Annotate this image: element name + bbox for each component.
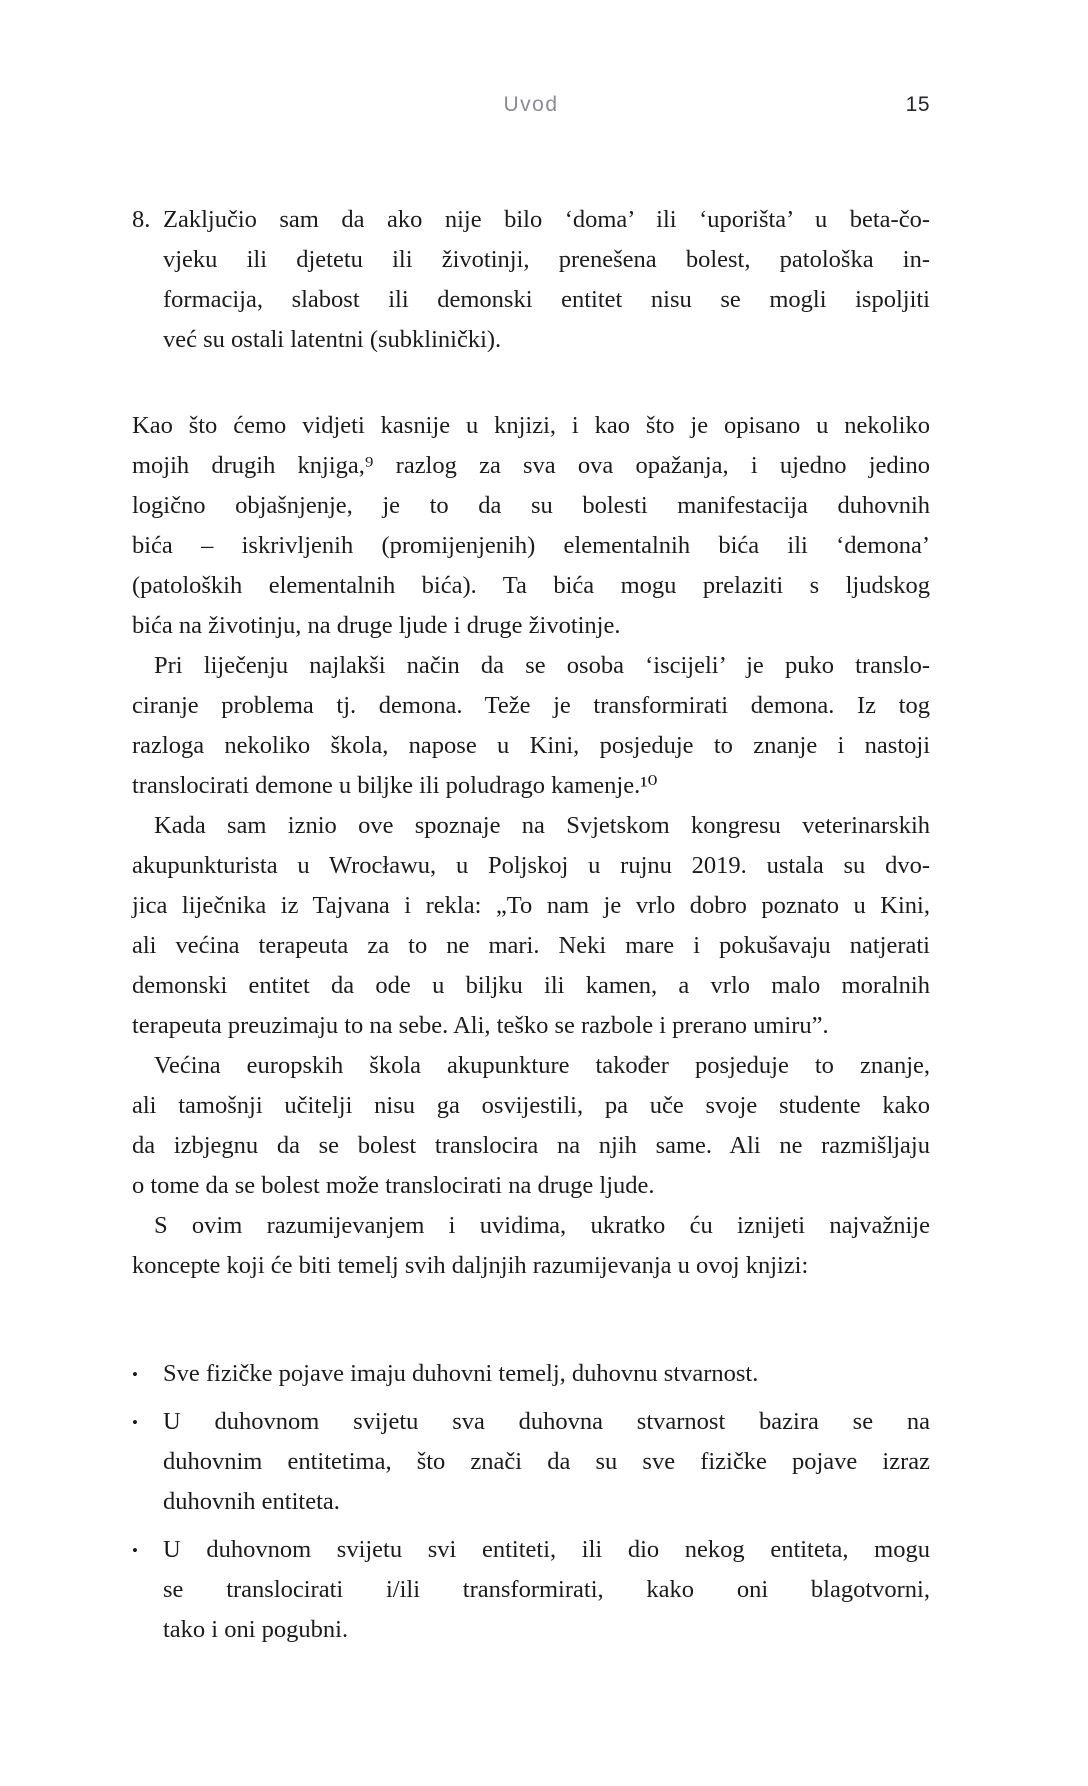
text-line: bića na životinju, na druge ljude i druge životinje. — [132, 612, 621, 639]
running-header — [132, 92, 930, 118]
text-line: da izbjegnu da se bolest translocira na njih same. Ali ne razmišljaju — [132, 1132, 930, 1159]
text-line: se translocirati i/ili transformirati, kako oni blagotvorni, — [163, 1576, 930, 1603]
text-line: duhovnim entitetima, što znači da su sve fizičke pojave izraz — [163, 1448, 930, 1475]
text-line: o tome da se bolest može translocirati na druge ljude. — [132, 1172, 655, 1199]
paragraph-block — [132, 406, 930, 1286]
text-line: ciranje problema tj. demona. Teže je transformirati demona. Iz tog — [132, 692, 930, 719]
bullet-icon: • — [132, 1365, 138, 1384]
text-line: akupunkturista u Wrocławu, u Poljskoj u rujnu 2019. ustala su dvo- — [132, 852, 930, 879]
numbered-list-item — [132, 200, 930, 360]
list-item-number: 8. — [132, 206, 151, 233]
page-body — [132, 200, 930, 1650]
text-line: duhovnih entiteta. — [163, 1488, 340, 1515]
bullet-list-item — [132, 1354, 930, 1394]
page-number: 15 — [905, 93, 930, 116]
text-line: translocirati demone u biljke ili poludrago kamenje.¹⁰ — [132, 772, 658, 799]
text-line: Kada sam iznio ove spoznaje na Svjetskom kongresu veterinarskih — [154, 812, 930, 839]
text-line: tako i oni pogubni. — [163, 1616, 349, 1643]
text-line: U duhovnom svijetu svi entiteti, ili dio nekog entiteta, mogu — [163, 1536, 930, 1563]
bullet-list — [132, 1354, 930, 1650]
text-line: terapeuta preuzimaju to na sebe. Ali, teško se razbole i prerano umiru”. — [132, 1012, 829, 1039]
text-line: logično objašnjenje, je to da su bolesti manifestacija duhovnih — [132, 492, 930, 519]
bullet-list-item — [132, 1530, 930, 1650]
text-line: ali tamošnji učitelji nisu ga osvijestili, pa uče svoje studente kako — [132, 1092, 930, 1119]
text-line: razloga nekoliko škola, napose u Kini, posjeduje to znanje i nastoji — [132, 732, 930, 759]
paragraph — [132, 646, 930, 806]
paragraph — [132, 406, 930, 646]
text-line: (patoloških elementalnih bića). Ta bića mogu prelaziti s ljudskog — [132, 572, 930, 599]
text-line: bića – iskrivljenih (promijenjenih) elementalnih bića ili ‘demona’ — [132, 532, 930, 559]
bullet-icon: • — [132, 1541, 138, 1560]
paragraph — [132, 1206, 930, 1286]
text-line: demonski entitet da ode u biljku ili kamen, a vrlo malo moralnih — [132, 972, 930, 999]
text-line: vjeku ili djetetu ili životinji, prenešena bolest, patološka in- — [163, 246, 930, 273]
text-line: formacija, slabost ili demonski entitet nisu se mogli ispoljiti — [163, 286, 930, 313]
bullet-list-item — [132, 1402, 930, 1522]
text-line: U duhovnom svijetu sva duhovna stvarnost bazira se na — [163, 1408, 930, 1435]
running-title: Uvod — [503, 93, 559, 116]
text-line: Većina europskih škola akupunkture također posjeduje to znanje, — [154, 1052, 930, 1079]
text-line: Sve fizičke pojave imaju duhovni temelj, duhovnu stvarnost. — [163, 1360, 759, 1387]
text-line: Pri liječenju najlakši način da se osoba ‘iscijeli’ je puko translo- — [154, 652, 930, 679]
paragraph — [132, 806, 930, 1046]
text-line: Zaključio sam da ako nije bilo ‘doma’ ili ‘uporišta’ u beta-čo- — [163, 206, 930, 233]
text-line: jica liječnika iz Tajvana i rekla: „To nam je vrlo dobro poznato u Kini, — [132, 892, 930, 919]
bullet-icon: • — [132, 1413, 138, 1432]
text-line: S ovim razumijevanjem i uvidima, ukratko ću iznijeti najvažnije — [154, 1212, 930, 1239]
text-line: mojih drugih knjiga,⁹ razlog za sva ova opažanja, i ujedno jedino — [132, 452, 930, 479]
paragraph — [132, 1046, 930, 1206]
text-line: koncepte koji će biti temelj svih daljnjih razumijevanja u ovoj knjizi: — [132, 1252, 809, 1279]
text-line: ali većina terapeuta za to ne mari. Neki mare i pokušavaju natjerati — [132, 932, 930, 959]
text-line: Kao što ćemo vidjeti kasnije u knjizi, i kao što je opisano u nekoliko — [132, 412, 930, 439]
text-line: već su ostali latentni (subklinički). — [163, 326, 502, 353]
